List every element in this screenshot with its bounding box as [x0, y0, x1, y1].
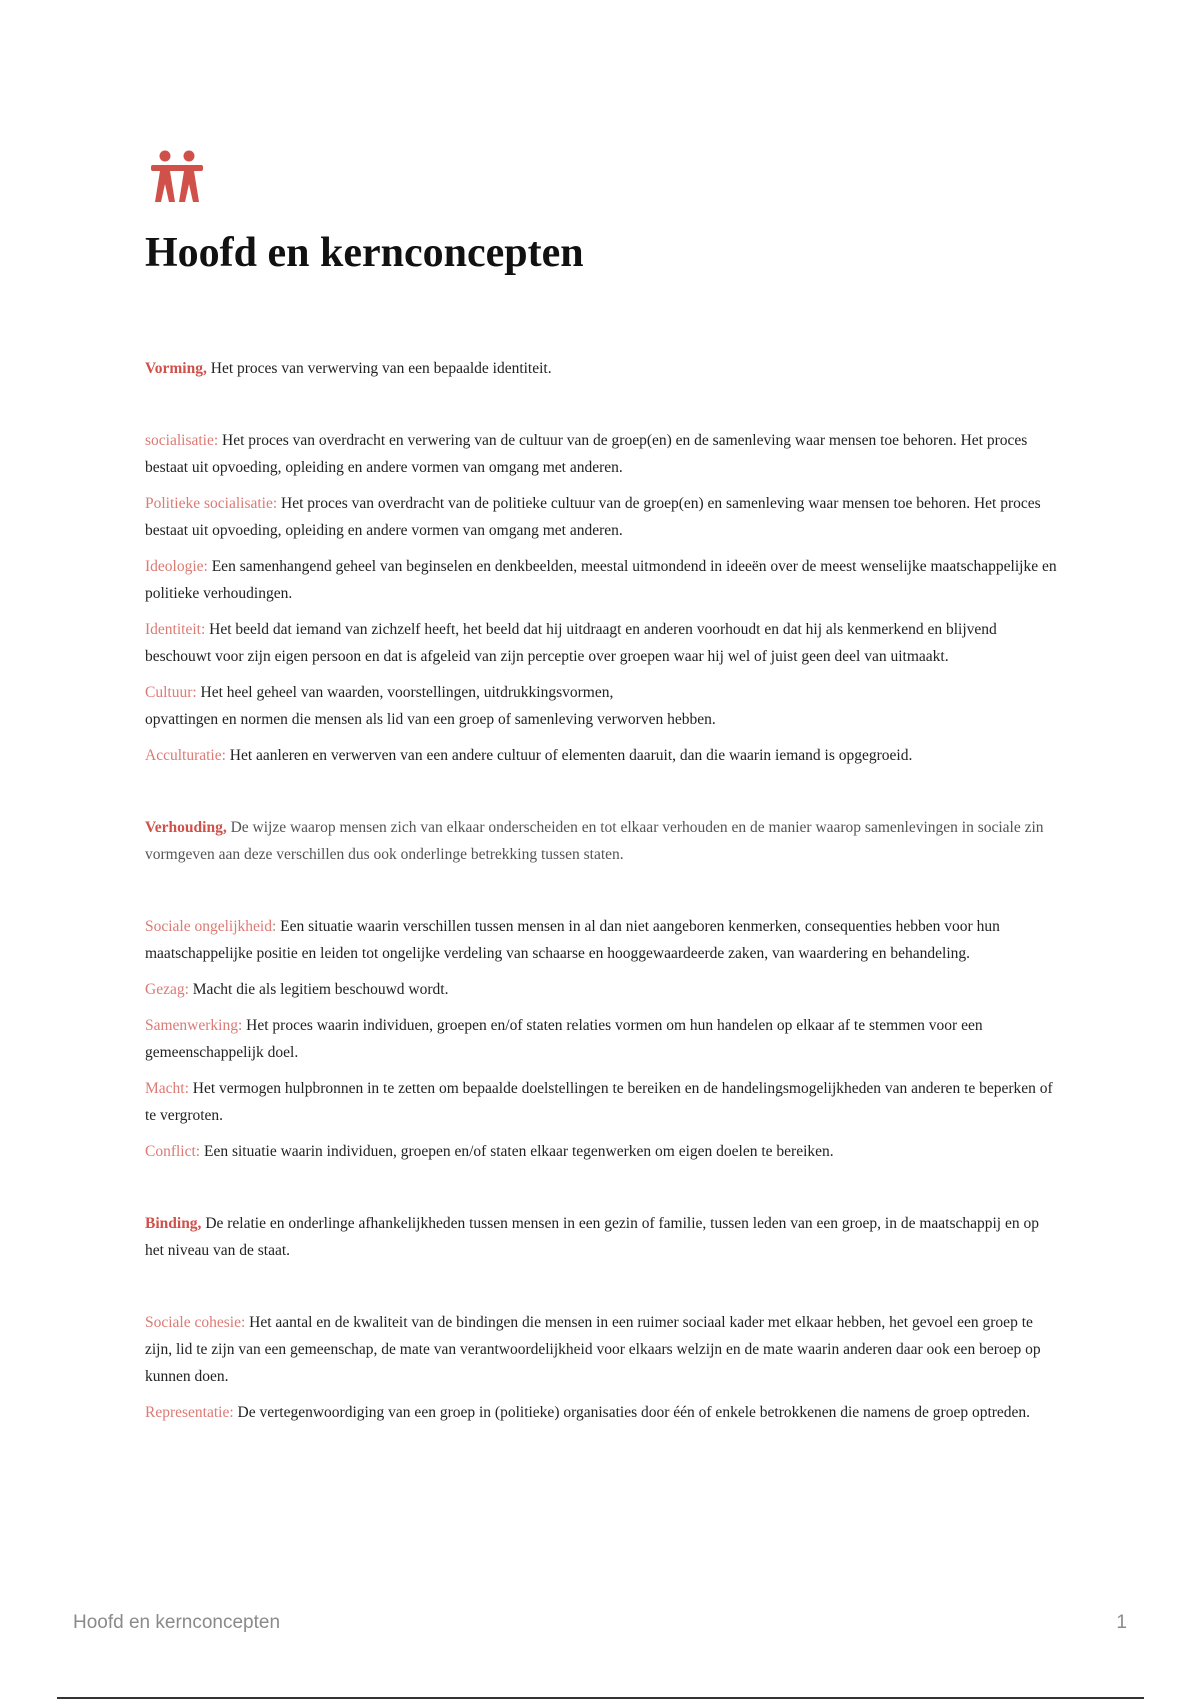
definition-term: socialisatie: [145, 432, 219, 449]
definition-socialisatie [145, 427, 1060, 481]
definition-term: Identiteit: [145, 621, 206, 638]
definition-text-line2: opvattingen en normen die mensen als lid van een groep of samenleving verworven hebben. [145, 711, 716, 728]
definition-text: Het aanleren en verwerven van een andere cultuur of elementen daaruit, dan die waarin iemand is opgegroeid. [225, 747, 913, 764]
document-body [145, 355, 1060, 1435]
page-number: 1 [1116, 1612, 1127, 1633]
section-text: Het proces van verwerving van een bepaalde identiteit. [206, 360, 552, 377]
page-title: Hoofd en kernconcepten [145, 230, 584, 276]
definition-text: Het aantal en de kwaliteit van de bindingen die mensen in een ruimer sociaal kader met elkaar hebben, het gevoel een groep te zijn, lid te zijn van een gemeenschap, de mate van verantwoordelijkheid voor elkaars welzijn en de mate waarin anderen daar ook een beroep op kunnen doen. [145, 1314, 1041, 1385]
section-term: Vorming, [145, 360, 207, 377]
definition-term: Representatie: [145, 1404, 234, 1421]
definition-term: Conflict: [145, 1143, 201, 1160]
section-text: De wijze waarop mensen zich van elkaar onderscheiden en tot elkaar verhouden en de manier waarop samenlevingen in sociale zin vormgeven aan deze verschillen dus ook onderlinge betrekking tussen staten. [145, 819, 1044, 863]
definition-acculturatie [145, 742, 1060, 769]
section-term: Binding, [145, 1215, 202, 1232]
definition-term: Politieke socialisatie: [145, 495, 278, 512]
definition-conflict [145, 1138, 1060, 1165]
definition-cultuur [145, 679, 1060, 733]
section-heading-vorming [145, 355, 1060, 382]
definition-text: Het proces waarin individuen, groepen en/of staten relaties vormen om hun handelen op elkaar af te stemmen voor een gemeenschappelijk doel. [145, 1017, 983, 1061]
section-text: De relatie en onderlinge afhankelijkheden tussen mensen in een gezin of familie, tussen leden van een groep, in de maatschappij en op het niveau van de staat. [145, 1215, 1039, 1259]
definition-text: Macht die als legitiem beschouwd wordt. [188, 981, 449, 998]
definition-term: Gezag: [145, 981, 189, 998]
footer-divider [57, 1697, 1144, 1699]
definition-text: Een situatie waarin verschillen tussen mensen in al dan niet aangeboren kenmerken, consequenties hebben voor hun maatschappelijke positie en leiden tot ongelijke verdeling van schaarse en hooggewaardeerde zaken, van waardering en behandeling. [145, 918, 1000, 962]
definition-text: De vertegenwoordiging van een groep in (politieke) organisaties door één of enkele betrokkenen die namens de groep optreden. [233, 1404, 1031, 1421]
definition-text: Het proces van overdracht en verwering van de cultuur van de groep(en) en de samenleving waar mensen toe behoren. Het proces bestaat uit opvoeding, opleiding en andere vormen van omgang met anderen. [145, 432, 1028, 476]
definition-term: Cultuur: [145, 684, 197, 701]
definition-text: Een situatie waarin individuen, groepen en/of staten elkaar tegenwerken om eigen doelen te bereiken. [200, 1143, 834, 1160]
definition-ideologie [145, 553, 1060, 607]
definition-text: Een samenhangend geheel van beginselen en denkbeelden, meestal uitmondend in ideeën over de meest wenselijke maatschappelijke en politieke verhoudingen. [145, 558, 1057, 602]
definition-term: Ideologie: [145, 558, 208, 575]
definition-sociale-ongelijkheid [145, 913, 1060, 967]
definition-sociale-cohesie [145, 1309, 1060, 1390]
section-heading-verhouding [145, 814, 1060, 868]
section-term: Verhouding, [145, 819, 227, 836]
definition-gezag [145, 976, 1060, 1003]
definition-term: Samenwerking: [145, 1017, 243, 1034]
footer-title: Hoofd en kernconcepten [73, 1612, 281, 1633]
definition-text: Het proces van overdracht van de politieke cultuur van de groep(en) en samenleving waar mensen toe behoren. Het proces bestaat uit opvoeding, opleiding en andere vormen van omgang met anderen. [145, 495, 1041, 539]
definition-samenwerking [145, 1012, 1060, 1066]
definition-text: Het beeld dat iemand van zichzelf heeft, het beeld dat hij uitdraagt en anderen voorhoudt en dat hij als kenmerkend en blijvend beschouwt voor zijn eigen persoon en dat is afgeleid van zijn perceptie over groepen waar hij wel of juist geen deel van uitmaakt. [145, 621, 997, 665]
definition-text: Het vermogen hulpbronnen in te zetten om bepaalde doelstellingen te bereiken en de handelingsmogelijkheden van anderen te beperken of te vergroten. [145, 1080, 1053, 1124]
definition-representatie [145, 1399, 1060, 1426]
definition-macht [145, 1075, 1060, 1129]
definition-term: Acculturatie: [145, 747, 226, 764]
definition-identiteit [145, 616, 1060, 670]
definition-politieke-socialisatie [145, 490, 1060, 544]
definition-term: Sociale cohesie: [145, 1314, 246, 1331]
section-heading-binding [145, 1210, 1060, 1264]
definition-term: Macht: [145, 1080, 189, 1097]
definition-term: Sociale ongelijkheid: [145, 918, 277, 935]
people-icon [145, 150, 209, 202]
definition-text: Het heel geheel van waarden, voorstellingen, uitdrukkingsvormen, [196, 684, 614, 701]
